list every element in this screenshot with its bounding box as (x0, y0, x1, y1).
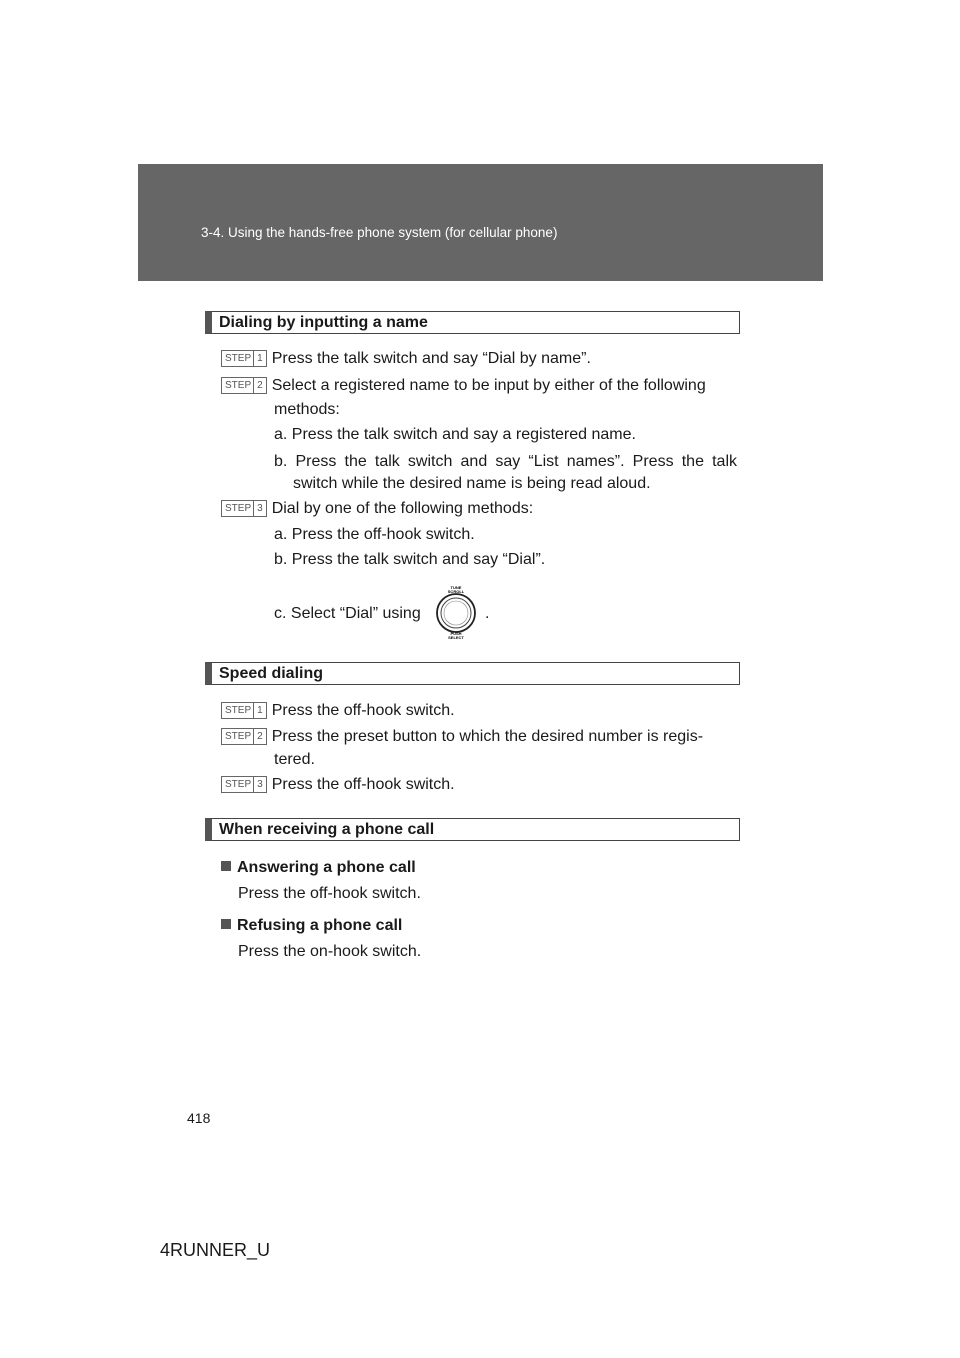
step-row (221, 773, 455, 797)
section-title-speed-dialing: Speed dialing (205, 662, 740, 685)
step-text: Press the talk switch and say “Dial by name”. (271, 350, 591, 367)
breadcrumb: 3-4. Using the hands-free phone system (for cellular phone) (201, 225, 558, 240)
step-text-cont: methods: (274, 401, 340, 418)
square-bullet-icon (221, 861, 231, 871)
sub-item: c. Select “Dial” using (274, 605, 421, 622)
sub-item: a. Press the talk switch and say a registered name. (274, 426, 636, 443)
bullet-text: Press the on-hook switch. (238, 943, 422, 960)
step-badge: STEP 1 (221, 350, 267, 367)
step-row (221, 347, 591, 371)
square-bullet-icon (221, 919, 231, 929)
sub-item-cont: switch while the desired name is being read aloud. (293, 475, 651, 492)
step-row (221, 374, 706, 398)
section-title-receiving-call: When receiving a phone call (205, 818, 740, 841)
step-text: Dial by one of the following methods: (271, 500, 534, 517)
sub-item: b. Press the talk switch and say “List names”. Press the talk (274, 453, 737, 470)
section-title-dialing-by-name: Dialing by inputting a name (205, 311, 740, 334)
tune-select-knob-icon (431, 583, 481, 641)
step-row (221, 497, 533, 521)
knob-top-label2: SCROLL (447, 589, 465, 594)
step-text: Press the off-hook switch. (271, 776, 455, 793)
step-badge: STEP 2 (221, 377, 267, 394)
step-badge: STEP 3 (221, 500, 267, 517)
step-badge: STEP 2 (221, 728, 267, 745)
step-badge: STEP 3 (221, 776, 267, 793)
step-row (221, 699, 455, 723)
header-band (138, 164, 823, 281)
bullet-heading: Answering a phone call (221, 859, 416, 877)
footer-code: 4RUNNER_U (160, 1240, 271, 1260)
sub-item-period: . (485, 605, 490, 622)
step-text: Select a registered name to be input by either of the following (271, 377, 706, 394)
step-text: Press the off-hook switch. (271, 702, 455, 719)
knob-top-label: TUNE (450, 585, 462, 590)
sub-item: a. Press the off-hook switch. (274, 526, 475, 543)
step-text-cont: tered. (274, 751, 315, 768)
step-badge: STEP 1 (221, 702, 267, 719)
bullet-text: Press the off-hook switch. (238, 885, 421, 902)
page-number: 418 (187, 1110, 211, 1126)
sub-item: b. Press the talk switch and say “Dial”. (274, 551, 546, 568)
bullet-heading: Refusing a phone call (221, 917, 402, 935)
knob-bottom-label2: SELECT (448, 635, 464, 640)
step-text: Press the preset button to which the desired number is regis- (271, 728, 704, 745)
knob-bottom-label: PUSH (450, 631, 462, 636)
step-row (221, 725, 703, 749)
